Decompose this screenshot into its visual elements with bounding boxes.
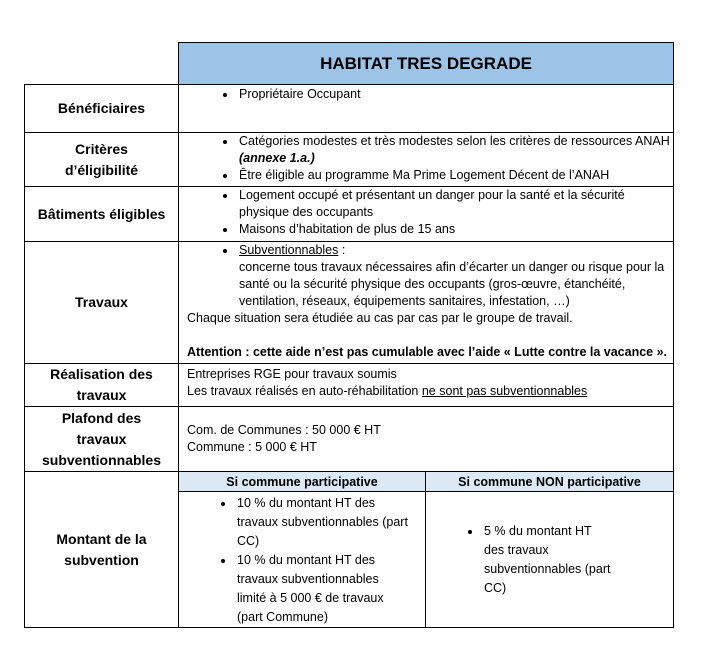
list-item: • Subventionnables : concerne tous travaux nécessaires afin d’écarter un danger ou risque pour la santé ou la sécurité physique des occupants (gros-œuvre, étanchéité, ventilation, réseaux, équipements sanitaires, infestation, …) — [237, 242, 673, 310]
label-realisation: Réalisation des travaux — [25, 364, 179, 407]
travaux-note: Chaque situation sera étudiée au cas par cas par le groupe de travail. — [187, 311, 573, 325]
list-item: • 10 % du montant HT des travaux subventionnables (part CC) — [235, 494, 411, 551]
label-beneficiaires: Bénéficiaires — [25, 85, 179, 133]
label-criteres: Critères d’éligibilité — [25, 133, 179, 187]
content-montant-non-participative — [426, 492, 674, 628]
list-item: • Être éligible au programme Ma Prime Logement Décent de l’ANAH — [237, 167, 673, 184]
content-realisation: Entreprises RGE pour travaux soumis Les travaux réalisés en auto-réhabilitation ne sont pas subventionnables — [179, 364, 674, 407]
table-title: HABITAT TRES DEGRADE — [179, 43, 674, 85]
content-criteres — [179, 133, 674, 187]
label-montant: Montant de la subvention — [25, 472, 179, 628]
content-beneficiaires — [179, 85, 674, 133]
list-item: • Catégories modestes et très modestes selon les critères de ressources ANAH (annexe 1.a.) — [237, 133, 673, 167]
content-travaux — [179, 242, 674, 364]
list-item: • 10 % du montant HT des travaux subventionnables limité à 5 000 € de travaux (part Commune) — [235, 551, 411, 627]
travaux-warning: Attention : cette aide n’est pas cumulable avec l’aide « Lutte contre la vacance ». — [187, 345, 668, 359]
content-batiments — [179, 187, 674, 242]
list-item: • 5 % du montant HT des travaux subventionnables (part CC) — [482, 522, 613, 598]
list-item: • Logement occupé et présentant un danger pour la santé et la sécurité physique des occupants — [237, 187, 673, 221]
header-commune-participative: Si commune participative — [179, 472, 426, 492]
label-plafond: Plafond des travaux subventionnables — [25, 407, 179, 472]
list-item: • Propriétaire Occupant — [237, 86, 673, 103]
content-montant-participative — [179, 492, 426, 628]
content-plafond: Com. de Communes : 50 000 € HT Commune : 5 000 € HT — [179, 407, 674, 472]
label-travaux: Travaux — [25, 242, 179, 364]
header-commune-non-participative: Si commune NON participative — [426, 472, 674, 492]
empty-corner-cell — [25, 43, 179, 85]
label-batiments: Bâtiments éligibles — [25, 187, 179, 242]
habitat-table — [24, 42, 674, 628]
list-item: • Maisons d’habitation de plus de 15 ans — [237, 221, 673, 238]
